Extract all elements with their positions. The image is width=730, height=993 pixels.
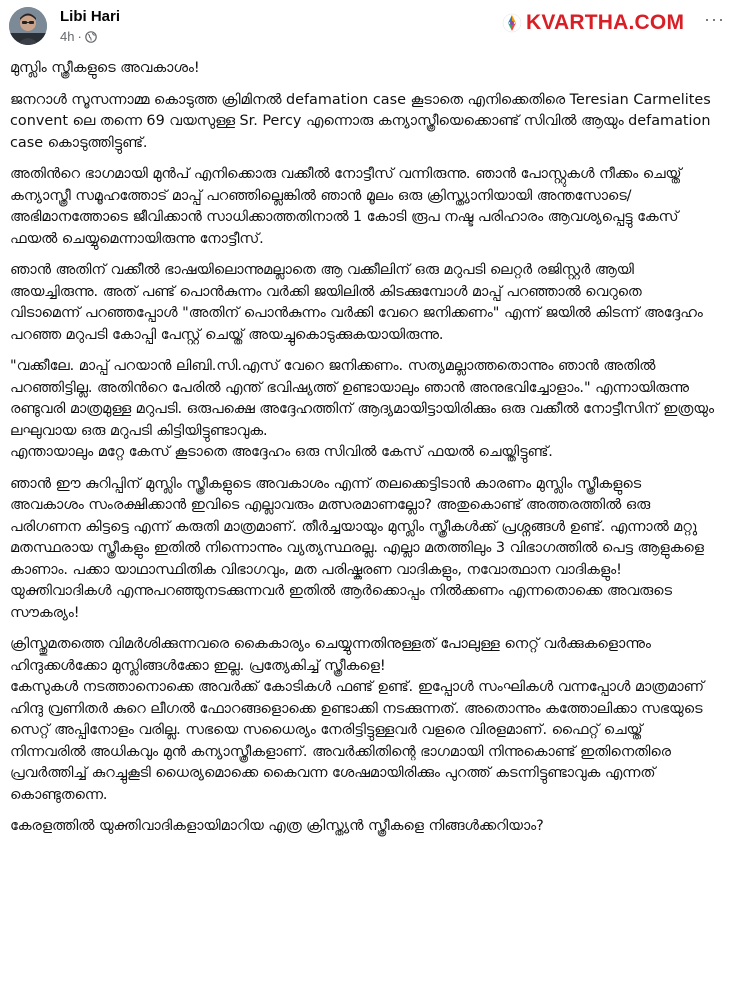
post-paragraph-title: മുസ്ലിം സ്ത്രീകളുടെ അവകാശം! bbox=[10, 60, 200, 76]
post-paragraph: ജനറാൾ സൂസന്നാമ്മ കൊടുത്ത ക്രിമിനൽ defamation case കൂടാതെ എനിക്കെതിരെ Teresian Carmelites convent ലെ തന്നെ 69 വയസുള്ള Sr. Percy എന്നൊരു കന്യാസ്ത്രീയെക്കൊണ്ട് സിവിൽ ആയും defamation case കൊടുത്തിട്ടുണ്ട്. bbox=[10, 91, 711, 151]
post-header bbox=[0, 0, 730, 52]
post-paragraph: കേസുകൾ നടത്താനൊക്കെ അവർക്ക് കോടികൾ ഫണ്ട് ഉണ്ട്. ഇപ്പോൾ സംഘികൾ വന്നപ്പോൾ മാത്രമാണ് ഹിന്ദു വ്രണിതർ കുറെ ലീഗൽ ഫോറങ്ങളൊക്കെ ഉണ്ടാക്കി നടക്കുന്നത്. അതൊന്നും കത്തോലിക്കാ സഭയുടെ സെറ്റ് അപ്പിനോളം വരില്ല. സഭയെ സധൈര്യം നേരിട്ടിട്ടുള്ളവർ വളരെ വിരളമാണ്. ഫൈറ്റ് ചെയ്ത് നിന്നവരിൽ അധികവും മുൻ കന്യാസ്ത്രീകളാണ്. അവർക്കിതിന്റെ ഭാഗമായി നിന്നുകൊണ്ട് ഇതിനെതിരെ പ്രവർത്തിച്ച് കുറച്ചുകൂടി ധൈര്യമൊക്കെ കൈവന്ന ശേഷമായിരിക്കും പുറത്ത് കടന്നിട്ടുണ്ടാവുക എന്നത് കൊണ്ടുതന്നെ. bbox=[10, 679, 704, 803]
post-paragraph: ക്രിസ്തുമതത്തെ വിമർശിക്കുന്നവരെ കൈകാര്യം ചെയ്യുന്നതിനുള്ളത് പോലുള്ള നെറ്റ് വർക്കുകളൊന്നും ഹിന്ദുക്കൾക്കോ മുസ്ലിങ്ങൾക്കോ ഇല്ല. പ്രത്യേകിച്ച് സ്ത്രീകളെ! bbox=[10, 636, 651, 674]
kvartha-logo-icon bbox=[502, 13, 522, 33]
author-name[interactable]: Libi Hari bbox=[60, 8, 121, 25]
post-paragraph: ഞാൻ അതിന് വക്കീൽ ഭാഷയിലൊന്നുമല്ലാതെ ആ വക്കീലിന് ഒരു മറുപടി ലെറ്റർ രജിസ്റ്റർ ആയി അയച്ചിരുന്നു. അത് പണ്ട് പൊൻകുന്നം വർക്കി ജയിലിൽ കിടക്കുമ്പോൾ മാപ്പ് പറഞ്ഞാൽ വെറുതെ വിടാമെന്ന് പറഞ്ഞപ്പോൾ "അതിന് പൊൻകുന്നം വർക്കി വേറെ ജനിക്കണം" എന്ന് ജയിൽ കിടന്ന് അദ്ദേഹം പറഞ്ഞ മറുപടി കോപ്പി പേസ്റ്റ് ചെയ്ത് അയച്ചുകൊടുക്കുകയായിരുന്നു. bbox=[10, 262, 703, 343]
kvartha-watermark bbox=[502, 12, 684, 34]
avatar-image bbox=[9, 7, 47, 45]
avatar[interactable] bbox=[9, 7, 47, 45]
meta-separator: · bbox=[77, 29, 82, 44]
post-paragraph: കേരളത്തിൽ യുക്തിവാദികളായിമാറിയ എത്ര ക്രിസ്ത്യൻ സ്ത്രീകളെ നിങ്ങൾക്കറിയാം? bbox=[10, 818, 544, 834]
post-paragraph: "വക്കീലേ. മാപ്പ് പറയാൻ ലിബി.സി.എസ് വേറെ ജനിക്കണം. സത്യമല്ലാത്തതൊന്നും ഞാൻ അതിൽ പറഞ്ഞിട്ടില്ല. അതിൻറെ പേരിൽ എന്ത് ഭവിഷ്യത്ത് ഉണ്ടായാലും ഞാൻ അനുഭവിച്ചോളാം." എന്നായിരുന്നു രണ്ടുവരി മാത്രമുള്ള മറുപടി. ഒരുപക്ഷെ അദ്ദേഹത്തിന് ആദ്യമായിട്ടായിരിക്കും ഒരു വക്കീൽ നോട്ടീസിന് ഇത്രയും ലഘുവായ ഒരു മറുപടി കിട്ടിയിട്ടുണ്ടാവുക. bbox=[10, 358, 715, 439]
post-paragraph: അതിൻറെ ഭാഗമായി മുൻപ് എനിക്കൊരു വക്കീൽ നോട്ടീസ് വന്നിരുന്നു. ഞാൻ പോസ്റ്റുകൾ നീക്കം ചെയ്ത് കന്യാസ്ത്രീ സമൂഹത്തോട് മാപ്പ് പറഞ്ഞില്ലെങ്കിൽ ഞാൻ മൂലം ഒരു ക്രിസ്ത്യാനിയായി അന്തസോടെ/അഭിമാനത്തോടെ ജീവിക്കാൻ സാധിക്കാത്തതിനാൽ 1 കോടി രൂപ നഷ്ട പരിഹാരം ആവശ്യപ്പെട്ടു കേസ് ഫയൽ ചെയ്യുമെന്നായിരുന്നു നോട്ടീസ്. bbox=[10, 166, 682, 247]
kvartha-brand-name: KVARTHA.COM bbox=[526, 11, 685, 34]
globe-icon bbox=[85, 31, 97, 43]
post-timestamp[interactable]: 4h bbox=[60, 29, 75, 44]
post-paragraph: ഞാൻ ഈ കുറിപ്പിന് മുസ്ലിം സ്ത്രീകളുടെ അവകാശം എന്ന് തലക്കെട്ടിടാൻ കാരണം മുസ്ലിം സ്ത്രീകളുടെ അവകാശം സംരക്ഷിക്കാൻ ഇവിടെ എല്ലാവരും മത്സരമാണല്ലോ? അതുകൊണ്ട് അത്തരത്തിൽ ഒരു പരിഗണന കിട്ടട്ടെ എന്ന് കരുതി മാത്രമാണ്. തീർച്ചയായും മുസ്ലിം സ്ത്രീകൾക്ക് പ്രശ്നങ്ങൾ ഉണ്ട്. എന്നാൽ മറ്റു മതസ്ഥരായ സ്ത്രീകളും ഇതിൽ നിന്നൊന്നും വ്യത്യസ്ഥരല്ല. എല്ലാ മതത്തിലും 3 വിഭാഗത്തിൽ പെട്ട ആളുകളെ കാണാം. പക്കാ യാഥാസ്ഥിതിക വിഭാഗവും, മത പരിഷ്കരണ വാദികളും, നവോത്ഥാന വാദികളും! യുക്തിവാദികൾ എന്നുപറഞ്ഞുനടക്കുന്നവർ ഇതിൽ ആർക്കൊപ്പം നിൽക്കണം എന്നതൊക്കെ അവരുടെ സൗകര്യം! bbox=[10, 475, 704, 621]
post-paragraph: എന്തായാലും മറ്റേ കേസ് കൂടാതെ അദ്ദേഹം ഒരു സിവിൽ കേസ് ഫയൽ ചെയ്തിട്ടുണ്ട്. bbox=[10, 444, 553, 460]
more-options-icon[interactable]: ··· bbox=[704, 9, 725, 29]
post-body bbox=[10, 58, 716, 838]
post-meta bbox=[60, 29, 97, 45]
